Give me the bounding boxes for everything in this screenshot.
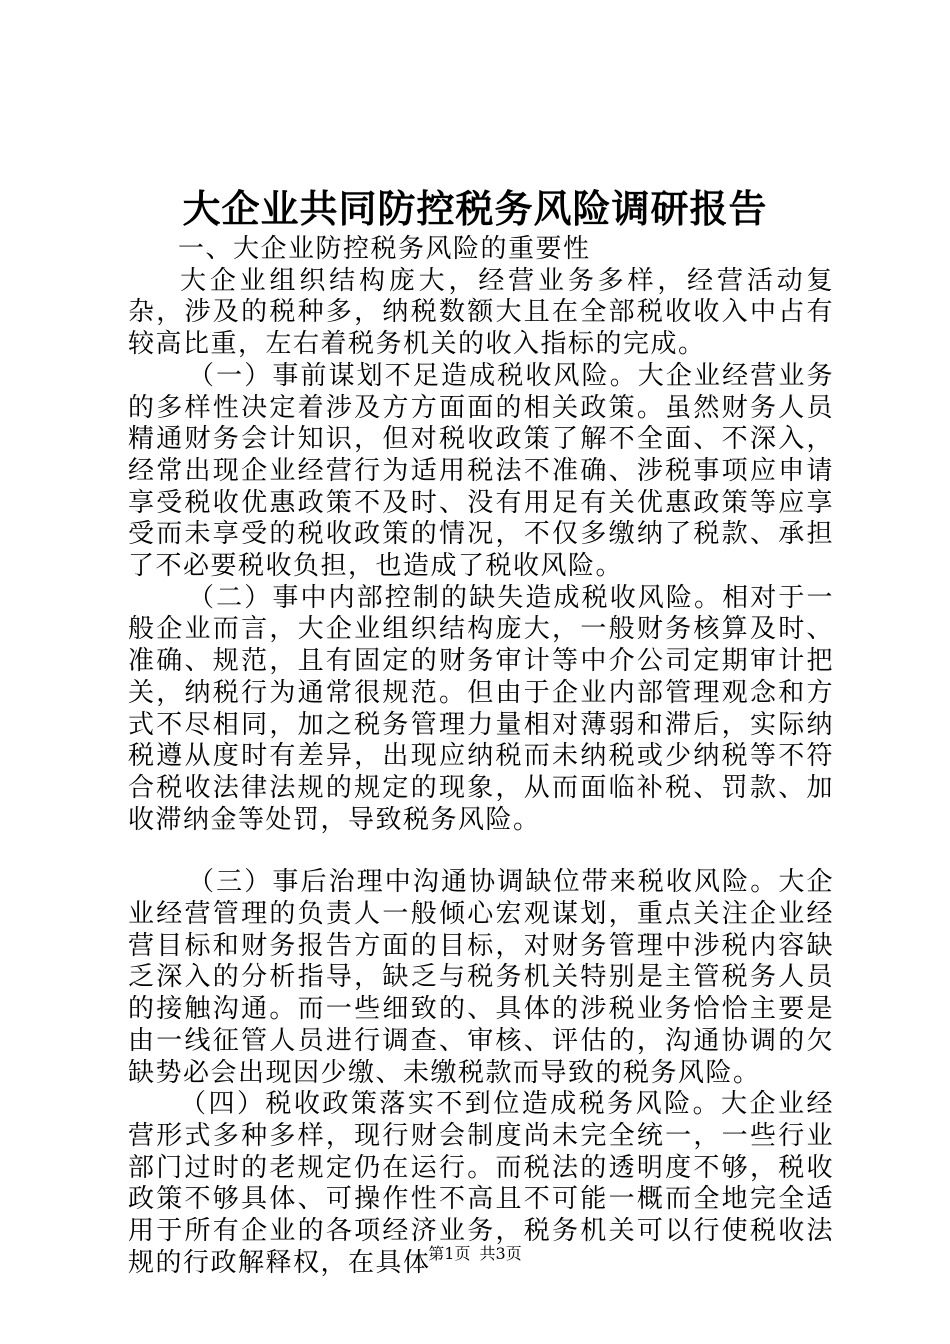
paragraph-item-3: （三）事后治理中沟通协调缺位带来税收风险。大企业经营管理的负责人一般倾心宏观谋划，重点关注企业经营目标和财务报告方面的目标，对财务管理中涉税内容缺乏深入的分析指导，缺乏与税务机关特别是主管税务人员的接触沟通。而一些细致的、具体的涉税业务恰恰主要是由一线征管人员进行调查、审核、评估的，沟通协调的欠缺势必会出现因少缴、未缴税款而导致的税务风险。 (128, 867, 834, 1088)
document-title: 大企业共同防控税务风险调研报告 (182, 186, 768, 231)
document-body (128, 234, 834, 1280)
section-heading: 一、大企业防控税务风险的重要性 (178, 234, 591, 264)
paragraph-item-4: （四）税收政策落实不到位造成税务风险。大企业经营形式多种多样，现行财会制度尚未完全统一，一些行业部门过时的老规定仍在运行。而税法的透明度不够，税收政策不够具体、可操作性不高且不可能一概而全地完全适用于所有企业的各项经济业务，税务机关可以行使税收法规的行政解释权，在具体 (128, 1089, 834, 1278)
page-number-footer: 第1页 共3页 (428, 1244, 522, 1263)
paragraph-intro: 大企业组织结构庞大，经营业务多样，经营活动复杂，涉及的税种多，纳税数额大且在全部税收收入中占有较高比重，左右着税务机关的收入指标的完成。 (128, 265, 834, 360)
paragraph-item-1: （一）事前谋划不足造成税收风险。大企业经营业务的多样性决定着涉及方方面面的相关政策。虽然财务人员精通财务会计知识，但对税收政策了解不全面、不深入，经常出现企业经营行为适用税法不准确、涉税事项应申请享受税收优惠政策不及时、没有用足有关优惠政策等应享受而未享受的税收政策的情况，不仅多缴纳了税款、承担了不必要税收负担，也造成了税收风险。 (128, 360, 834, 582)
paragraph-item-2: （二）事中内部控制的缺失造成税收风险。相对于一般企业而言，大企业组织结构庞大，一般财务核算及时、准确、规范，且有固定的财务审计等中介公司定期审计把关，纳税行为通常很规范。但由于企业内部管理观念和方式不尽相同，加之税务管理力量相对薄弱和滞后，实际纳税遵从度时有差异，出现应纳税而未纳税或少纳税等不符合税收法律法规的规定的现象，从而面临补税、罚款、加收滞纳金等处罚，导致税务风险。 (128, 582, 834, 835)
